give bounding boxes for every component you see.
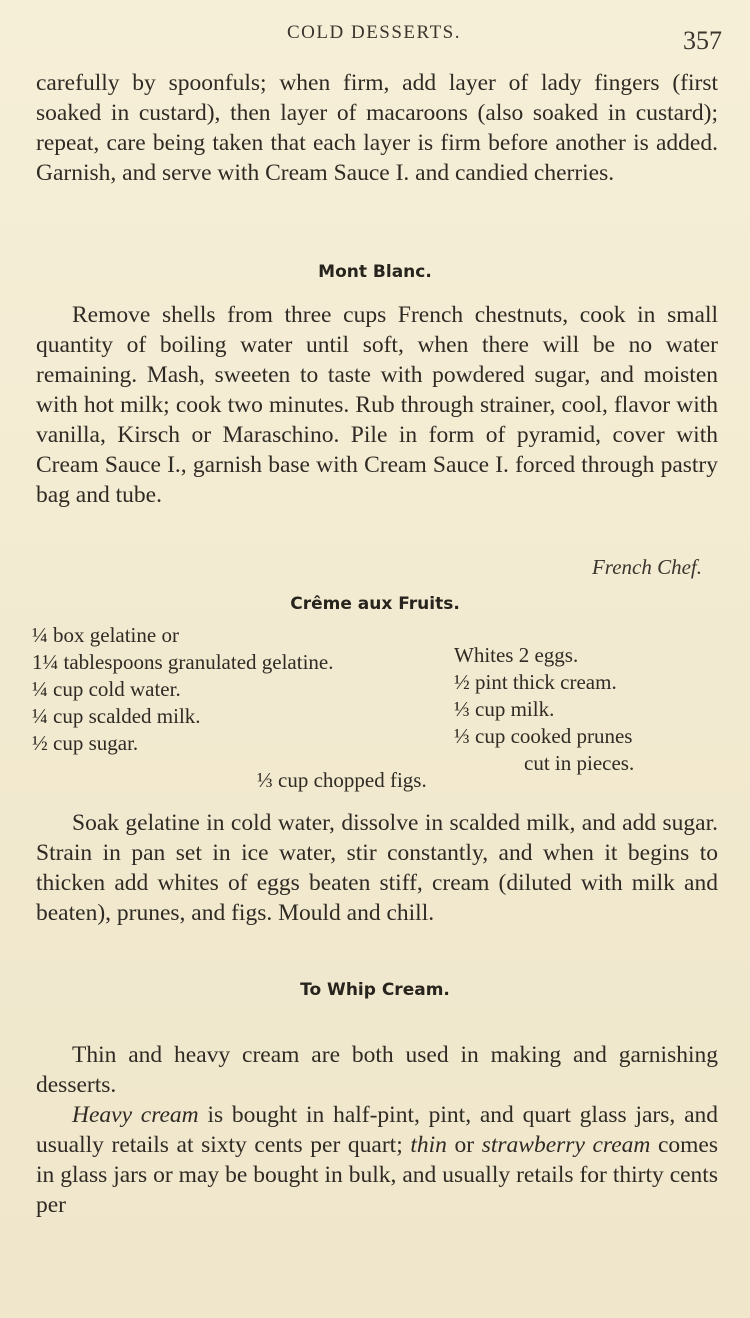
ingredient-item: ¼ cup scalded milk. xyxy=(32,704,201,728)
attribution: French Chef. xyxy=(591,555,702,579)
creme-aux-fruits-text: Soak gelatine in cold water, dissolve in scalded milk, and add sugar. Strain in pan set in ice water, stir constantly, and when it begins to thicken add whites of eggs beaten stiff, cream (diluted with milk and beaten), prunes, and figs. Mould and chill. xyxy=(36,810,718,926)
mont-blanc-heading: Mont Blanc. xyxy=(318,262,432,282)
page-header xyxy=(0,16,750,56)
ingredient-item: ¼ box gelatine or xyxy=(32,623,179,647)
running-title: COLD DESSERTS. xyxy=(287,22,461,43)
whip-cream-intro-paragraph xyxy=(36,1040,718,1100)
term-thin: thin xyxy=(410,1132,447,1158)
page-number: 357 xyxy=(683,26,722,55)
continuation-paragraph xyxy=(36,68,718,188)
term-heavy-cream: Heavy cream xyxy=(72,1102,199,1128)
mont-blanc-paragraph xyxy=(36,300,718,510)
ingredient-list xyxy=(32,622,732,802)
ingredient-item: ⅓ cup milk. xyxy=(454,697,555,721)
ingredient-column-right xyxy=(454,642,734,777)
detail-text-c: comes in glass jars or may be bought in bulk, and usually retails for thirty cents per xyxy=(36,1132,719,1218)
mont-blanc-text: Remove shells from three cups French chestnuts, cook in small quantity of boiling water until soft, when there will be no water remaining. Mash, sweeten to taste with powdered sugar, and moisten with hot milk; cook two minutes. Rub through strainer, cool, flavor with vanilla, Kirsch or Maraschino. Pile in form of pyramid, cover with Cream Sauce I., garnish base with Cream Sauce I. forced through pastry bag and tube. xyxy=(36,302,718,508)
whip-cream-intro-text: Thin and heavy cream are both used in making and garnishing desserts. xyxy=(36,1042,718,1098)
ingredient-column-left xyxy=(32,622,432,757)
creme-aux-fruits-heading: Crême aux Fruits. xyxy=(290,594,460,614)
detail-text-b: or xyxy=(446,1132,482,1158)
ingredient-item: ½ pint thick cream. xyxy=(454,670,617,694)
ingredient-item: ¼ cup cold water. xyxy=(32,677,181,701)
whip-cream-heading: To Whip Cream. xyxy=(300,980,450,1000)
continuation-text: carefully by spoonfuls; when firm, add layer of lady fingers (first soaked in custard), then layer of macaroons (also soaked in custard); repeat, care being taken that each layer is firm before another is added. Garnish, and serve with Cream Sauce I. and candied cherries. xyxy=(36,70,718,186)
ingredient-item: ½ cup sugar. xyxy=(32,731,139,755)
ingredient-item-figs: ⅓ cup chopped figs. xyxy=(257,768,427,792)
ingredient-item: 1¼ tablespoons granulated gelatine. xyxy=(32,650,334,674)
ingredient-item: Whites 2 eggs. xyxy=(454,643,579,667)
creme-aux-fruits-paragraph xyxy=(36,808,718,928)
detail-text-a: is bought in half-pint, pint, and quart glass jars, and usually retails at sixty cents per quart; xyxy=(36,1102,718,1158)
ingredient-item: cut in pieces. xyxy=(524,751,635,775)
term-strawberry-cream: strawberry cream xyxy=(481,1132,651,1158)
whip-cream-detail-text xyxy=(36,1100,718,1220)
ingredient-item: ⅓ cup cooked prunes xyxy=(454,724,633,748)
whip-cream-detail-paragraph xyxy=(36,1100,718,1220)
